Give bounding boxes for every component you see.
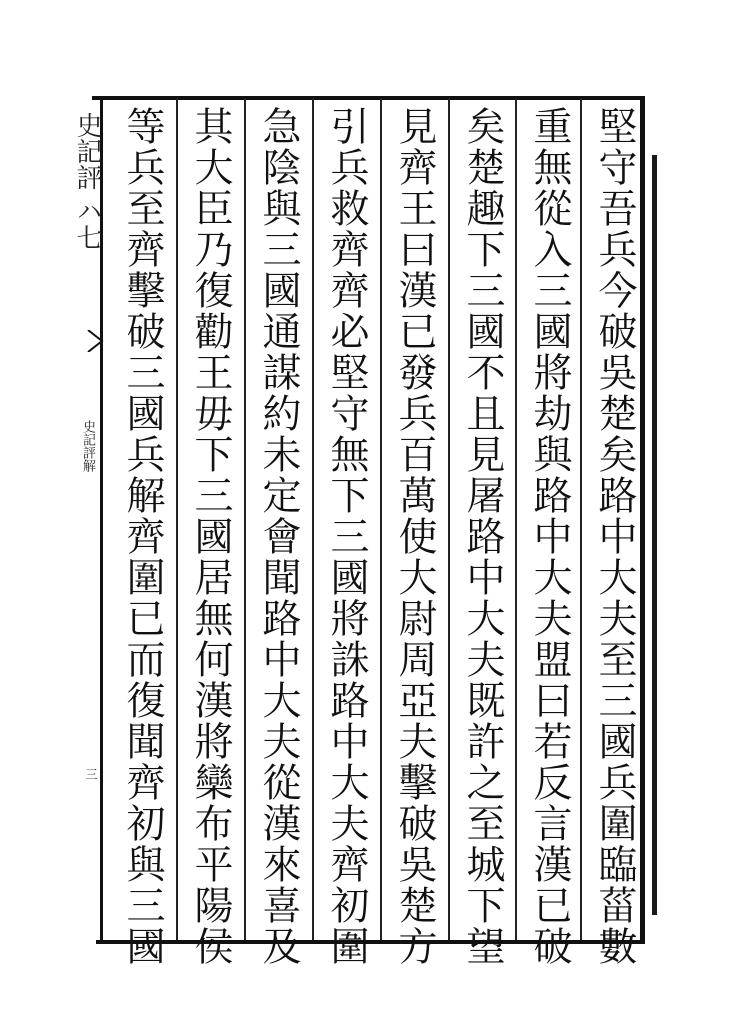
- page-number: 三: [84, 768, 98, 780]
- frame-top-border: [92, 96, 644, 100]
- column-rule: [244, 98, 246, 940]
- text-column-7: 其大臣乃復勸王毋下三國居無何漢將欒布平陽侯: [188, 106, 233, 967]
- fish-tail-mark-icon: [86, 330, 104, 352]
- text-column-8: 等兵至齊擊破三國兵解齊圍已而復聞齊初與三國: [120, 106, 165, 967]
- text-column-1: 堅守吾兵今破吳楚矣路中大夫至三國兵圍臨菑數: [592, 106, 637, 967]
- column-rule: [380, 98, 382, 940]
- text-column-6: 急陰與三國通謀約未定會聞路中大夫從漢來喜及: [256, 106, 301, 967]
- text-column-4: 見齊王曰漢已發兵百萬使大尉周亞夫擊破吳楚方: [392, 106, 437, 967]
- text-column-5: 引兵救齊齊必堅守無下三國將誅路中大夫齊初圍: [324, 106, 369, 967]
- text-column-3: 矣楚趣下三國不且見屠路中大夫既許之至城下望: [460, 106, 505, 967]
- column-rule: [515, 98, 517, 940]
- text-column-2: 重無從入三國將劫與路中大夫盟曰若反言漢已破: [527, 106, 572, 967]
- page-edge: [652, 155, 657, 915]
- column-rule: [580, 98, 582, 940]
- column-rule: [448, 98, 450, 940]
- book-title: 史記評解: [80, 420, 95, 472]
- column-rule: [176, 98, 178, 940]
- column-rule: [312, 98, 314, 940]
- volume-title: 史記評 ハ七: [72, 112, 102, 251]
